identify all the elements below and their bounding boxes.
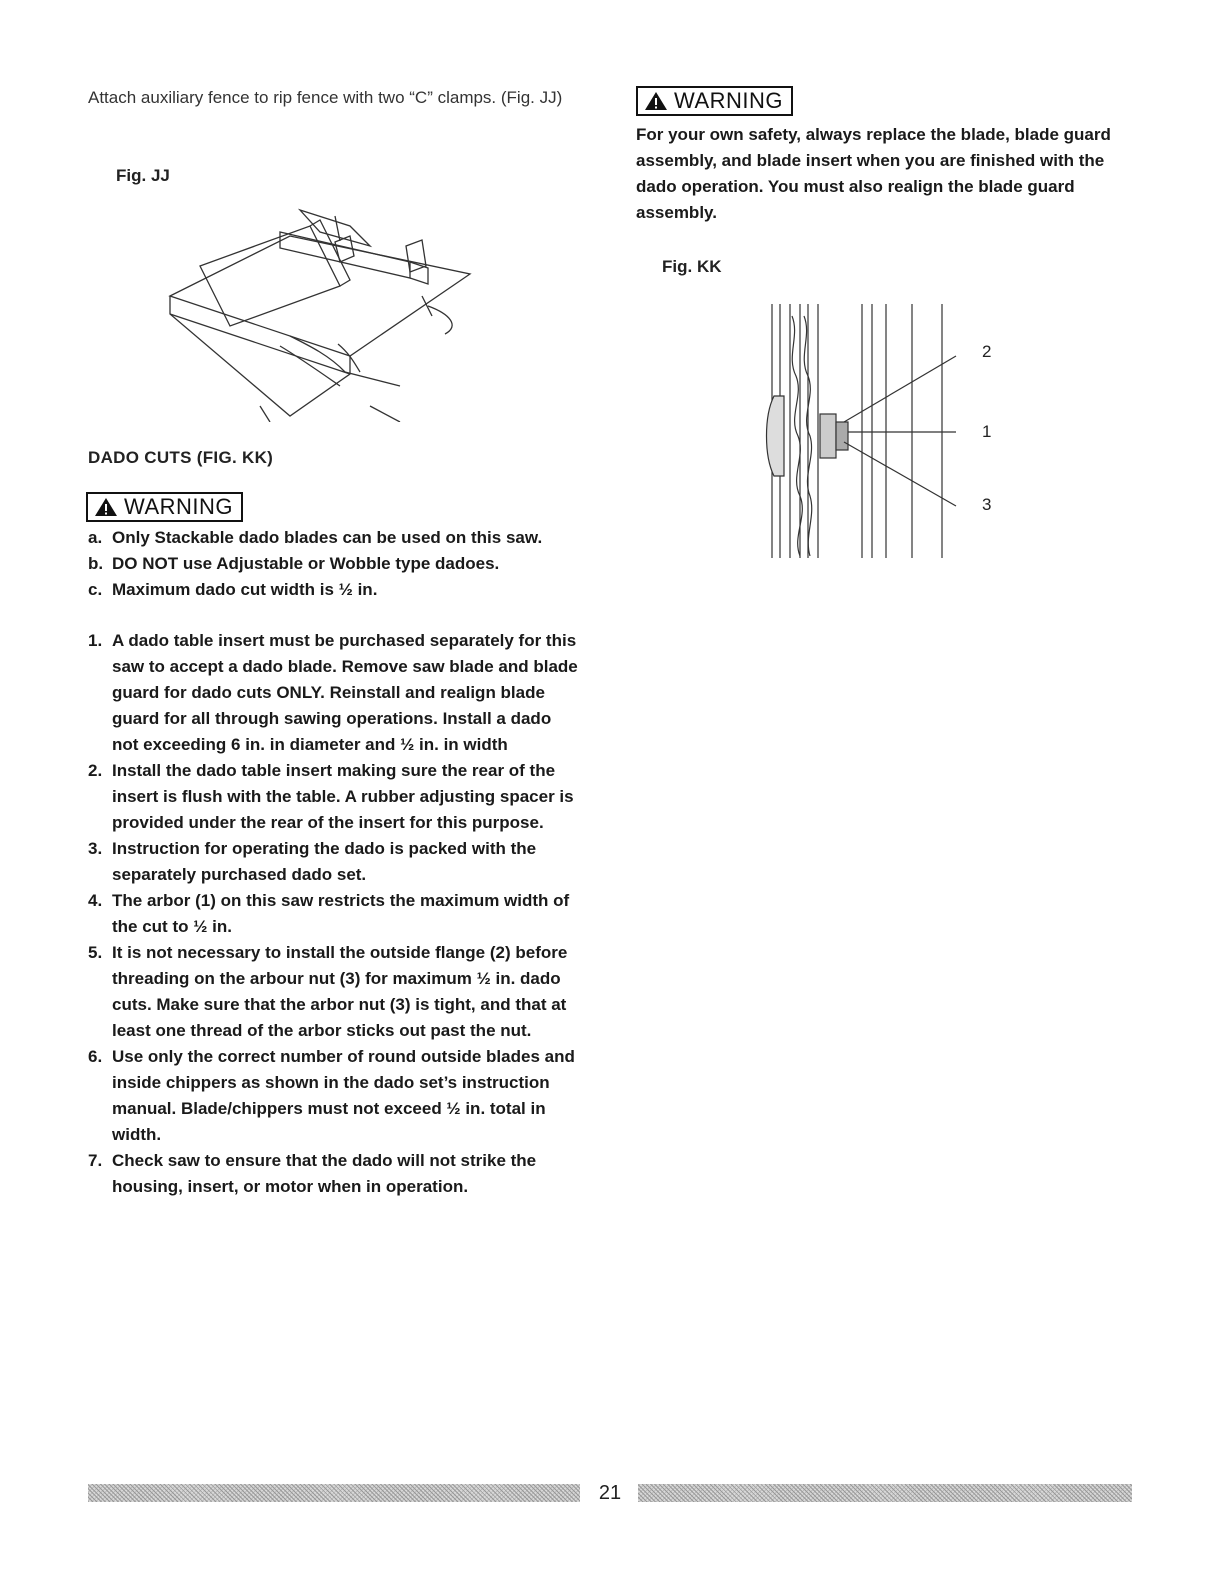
list-item	[88, 940, 580, 1044]
list-marker: 3.	[88, 839, 103, 858]
list-marker: b.	[88, 554, 104, 573]
list-text: Maximum dado cut width is ½ in.	[112, 580, 378, 599]
warning-box-left	[86, 492, 243, 522]
list-text: Use only the correct number of round outside blades and inside chippers as shown in the dado set’s instruction manual. Blade/chippers must not exceed ½ in. total in width.	[112, 1047, 575, 1144]
list-item	[88, 525, 580, 551]
list-item	[88, 888, 580, 940]
footer-bar-right	[638, 1484, 1132, 1502]
list-text: DO NOT use Adjustable or Wobble type dadoes.	[112, 554, 500, 573]
fig-jj-label: Fig. JJ	[116, 166, 170, 185]
numbered-list	[88, 628, 580, 1200]
lettered-list	[88, 525, 580, 603]
list-marker: 7.	[88, 1151, 103, 1170]
list-item	[88, 758, 580, 836]
list-item	[88, 1148, 580, 1200]
list-text: Instruction for operating the dado is packed with the separately purchased dado set.	[112, 839, 537, 884]
warning-triangle-icon	[94, 497, 118, 517]
list-text: The arbor (1) on this saw restricts the maximum width of the cut to ½ in.	[112, 891, 570, 936]
callout-3: 3	[982, 495, 992, 514]
warning-label-right: WARNING	[674, 88, 784, 113]
list-marker: 1.	[88, 631, 103, 650]
intro-text: Attach auxiliary fence to rip fence with two “C” clamps. (Fig. JJ)	[88, 88, 563, 107]
list-marker: a.	[88, 528, 103, 547]
warning-label-left: WARNING	[124, 494, 234, 519]
fig-kk-illustration	[760, 296, 960, 566]
footer-bar-left	[88, 1484, 580, 1502]
warning-box-right	[636, 86, 793, 116]
list-text: It is not necessary to install the outside flange (2) before threading on the arbour nut (3) for maximum ½ in. dado cuts. Make sure that the arbor nut (3) is tight, and that at least one thread of the arbor sticks out past the nut.	[112, 943, 568, 1040]
list-marker: 4.	[88, 891, 103, 910]
list-item	[88, 577, 580, 603]
dado-cuts-heading: DADO CUTS (FIG. KK)	[88, 448, 274, 467]
list-marker: 2.	[88, 761, 103, 780]
list-item	[88, 836, 580, 888]
list-text: Install the dado table insert making sure the rear of the insert is flush with the table. A rubber adjusting spacer is provided under the rear of the insert for this purpose.	[112, 761, 574, 832]
fig-kk-label: Fig. KK	[662, 257, 722, 276]
list-item	[88, 1044, 580, 1148]
callout-2: 2	[982, 342, 992, 361]
list-marker: 5.	[88, 943, 103, 962]
callout-1: 1	[982, 422, 992, 441]
list-item	[88, 628, 580, 758]
list-marker: c.	[88, 580, 103, 599]
list-text: Check saw to ensure that the dado will not strike the housing, insert, or motor when in operation.	[112, 1151, 537, 1196]
page-number: 21	[598, 1482, 622, 1504]
fig-jj-illustration	[160, 196, 490, 422]
list-marker: 6.	[88, 1047, 103, 1066]
safety-warning-text: For your own safety, always replace the blade, blade guard assembly, and blade insert when you are finished with the dado operation. You must also realign the blade guard assembly.	[636, 125, 1111, 222]
list-text: A dado table insert must be purchased separately for this saw to accept a dado blade. Remove saw blade and blade guard for dado cuts ONLY. Reinstall and realign blade guard for all through sawing operations. Install a dado not exceeding 6 in. in diameter and ½ in. in width	[112, 631, 578, 754]
list-text: Only Stackable dado blades can be used on this saw.	[112, 528, 543, 547]
warning-triangle-icon	[644, 91, 668, 111]
list-item	[88, 551, 580, 577]
